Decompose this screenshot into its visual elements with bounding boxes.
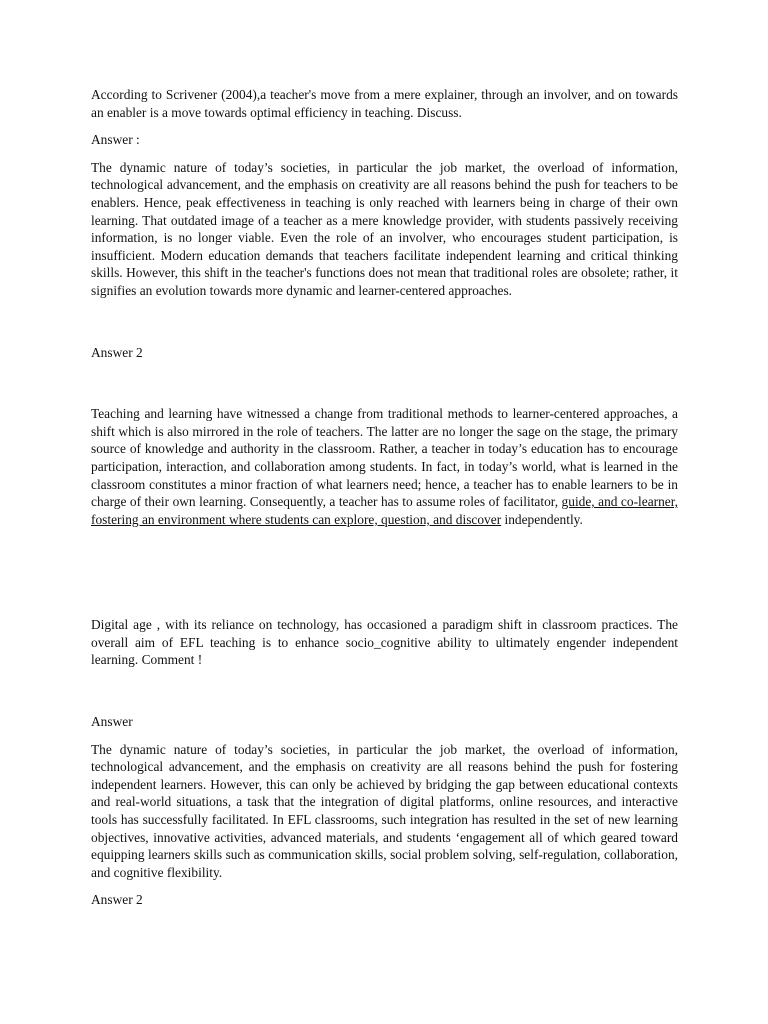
answer-2-text-part1: Teaching and learning have witnessed a change from traditional methods to learner-centered approaches, a shift which is also mirrored in the role of teachers. The latter are no longer the sage on the stage, the primary source of knowledge and authority in the classroom. Rather, a teacher in today’s education has to encourage participation, interaction, and collaboration among students. In fact, in today’s world, what is learned in the classroom constitutes a minor fraction of what learners need; hence, a teacher has to enable learners to be in charge of their own learning. Consequently, a teacher has to assume roles of facilitator, <box>91 406 678 510</box>
answer-2-label: Answer 2 <box>91 344 143 360</box>
question-1: According to Scrivener (2004),a teacher's move from a mere explainer, through an involver, and on towards an enabler is a move towards optimal efficiency in teaching. Discuss. <box>91 87 678 120</box>
answer-4-label: Answer 2 <box>91 892 143 908</box>
answer-1-text: The dynamic nature of today’s societies, in particular the job market, the overload of information, technological advancement, and the emphasis on creativity are all reasons behind the push for teachers to be enablers. Hence, peak effectiveness in teaching is only reached with learners being in charge of their own learning. That outdated image of a teacher as a mere knowledge provider, with students passively receiving information, is no longer viable. Even the role of an involver, who encourages student participation, is insufficient. Modern education demands that teachers facilitate independent learning and critical thinking skills. However, this shift in the teacher's functions does not mean that traditional roles are obsolete; rather, it signifies an evolution towards more dynamic and learner-centered approaches. <box>91 159 678 298</box>
question-2: Digital age , with its reliance on technology, has occasioned a paradigm shift in classroom practices. The overall aim of EFL teaching is to enhance socio_cognitive ability to ultimately engender independent learning. Comment ! <box>91 617 678 668</box>
answer-2-text-part2: independently. <box>501 511 583 527</box>
answer-2-underlined-text: guide, and co-learner, fostering an environment where students can explore, question, and discover <box>91 494 679 527</box>
document-page <box>91 86 678 909</box>
answer-3-text: The dynamic nature of today’s societies, in particular the job market, the overload of information, technological advancement, and the emphasis on creativity are all reasons behind the push for fostering independent learners. However, this can only be achieved by bridging the gap between educational contexts and real-world situations, a task that the integration of digital platforms, online resources, and interactive tools has successfully facilitated. In EFL classrooms, such integration has resulted in the set of new learning objectives, innovative activities, advanced materials, and students ‘engagement all of which geared toward equipping learners skills such as communication skills, social problem solving, self-regulation, collaboration, and cognitive flexibility. <box>91 741 678 880</box>
answer-1-label: Answer : <box>91 132 140 148</box>
answer-3-label: Answer <box>91 714 133 730</box>
answer-2-text <box>91 405 678 528</box>
